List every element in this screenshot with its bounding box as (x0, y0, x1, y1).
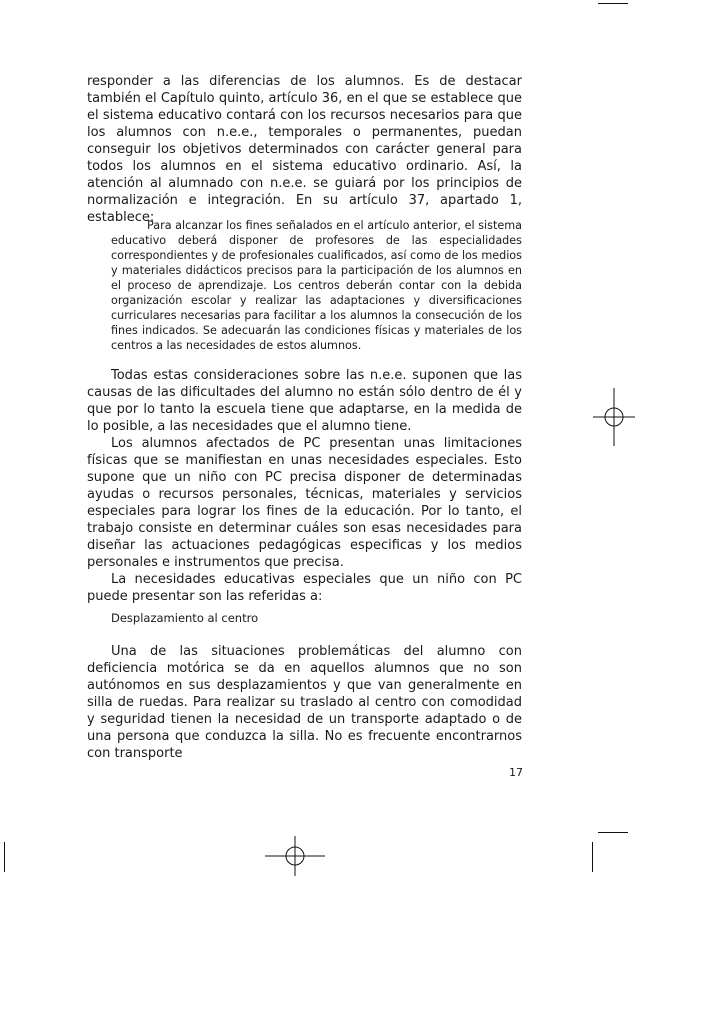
body-paragraphs (87, 367, 522, 605)
crop-mark-right-vertical (592, 842, 593, 872)
legal-quote (111, 218, 522, 353)
intro-paragraph (87, 73, 522, 226)
crop-mark-top-right (598, 3, 628, 4)
paragraph-limitations: Los alumnos afectados de PC presentan unas limitaciones físicas que se manifiestan en unas necesidades especiales. Esto supone que un niño con PC precisa disponer de determinadas ayudas o recursos personales, técnicas, materiales y servicios especiales para lograr los fines de la educación. Por lo tanto, el trabajo consiste en determinar cuáles son esas necesidades para diseñar las actuaciones pedagógicas especificas y los medios personales e instrumentos que precisa. (87, 436, 522, 570)
registration-mark-bottom-icon (265, 836, 325, 876)
page-number: 17 (509, 766, 523, 779)
quote-text: Para alcanzar los fines señalados en el artículo anterior, el sistema educativo deberá disponer de profesores de las especialidades correspondientes y de profesionales cualificados, así como de los medios y materiales didácticos precisos para la participación de los alumnos en el proceso de aprendizaje. Los centros deberán contar con la debida organización escolar y realizar las adaptaciones y diversificaciones curriculares necesarias para facilitar a los alumnos la consecución de los fines indicados. Se adecuarán las condiciones físicas y materiales de los centros a las necesidades de estos alumnos. (111, 219, 522, 352)
intro-text: responder a las diferencias de los alumnos. Es de destacar también el Capítulo quinto, artículo 36, en el que se establece que el sistema educativo contará con los recursos necesarios para que los alumnos con n.e.e., temporales o permanentes, puedan conseguir los objetivos determinados con carácter general para todos los alumnos en el sistema educativo ordinario. Así, la atención al alumnado con n.e.e. se guiará por los principios de normalización e integración. En su artículo 37, apartado 1, establece: (87, 74, 522, 225)
paragraph-considerations: Todas estas consideraciones sobre las n.e.e. suponen que las causas de las dificultades del alumno no están sólo dentro de él y que por lo tanto la escuela tiene que adaptarse, en la medida de lo posible, a las necesidades que el alumno tiene. (87, 368, 522, 434)
registration-mark-right-icon (593, 388, 635, 446)
crop-mark-left-vertical (4, 842, 5, 872)
section-heading: Desplazamiento al centro (111, 611, 259, 625)
paragraph-needs-intro: La necesidades educativas especiales que un niño con PC puede presentar son las referidas a: (87, 572, 522, 604)
crop-mark-right-lower (598, 832, 628, 833)
section-text: Una de las situaciones problemáticas del alumno con deficiencia motórica se da en aquellos alumnos que no son autónomos en sus desplazamientos y que van generalmente en silla de ruedas. Para realizar su traslado al centro con comodidad y seguridad tienen la necesidad de un transporte adaptado o de una persona que conduzca la silla. No es frecuente encontrarnos con transporte (87, 644, 522, 761)
section-paragraph (87, 643, 522, 762)
